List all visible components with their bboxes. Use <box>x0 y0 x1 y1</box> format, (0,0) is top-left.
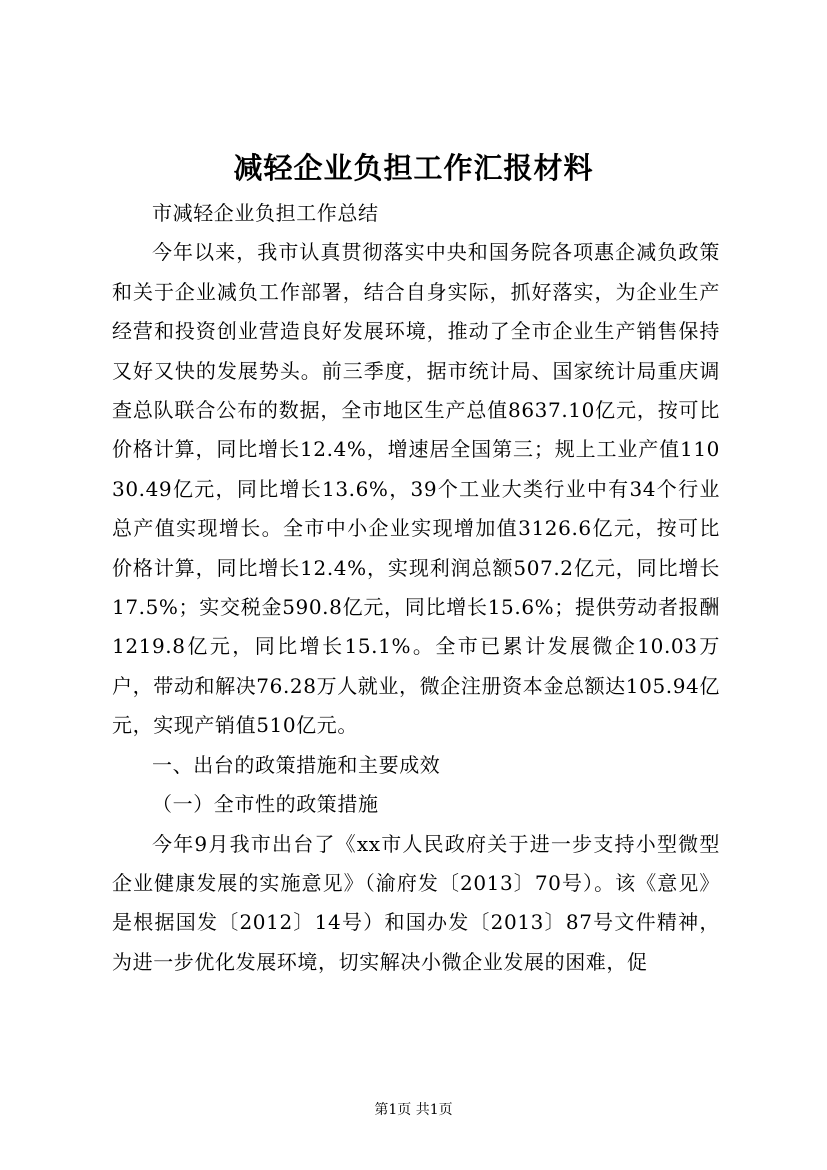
policy-paragraph: 今年9月我市出台了《xx市人民政府关于进一步支持小型微型企业健康发展的实施意见》（渝府发〔2013〕70号）。该《意见》是根据国发〔2012〕14号）和国办发〔2013〕87号文件精神，为进一步优化发展环境，切实解决小微企业发展的困难，促 <box>112 831 720 974</box>
document-title: 减轻企业负担工作汇报材料 <box>233 151 594 185</box>
document-body <box>112 194 720 982</box>
subtitle-paragraph: 市减轻企业负担工作总结 <box>152 201 379 225</box>
page-footer: 第1页 共1页 <box>374 1102 453 1118</box>
subsection-heading: （一）全市性的政策措施 <box>152 792 379 817</box>
section-heading: 一、出台的政策措施和主要成效 <box>152 752 441 777</box>
summary-paragraph: 今年以来，我市认真贯彻落实中央和国务院各项惠企减负政策和关于企业减负工作部署，结合自身实际，抓好落实，为企业生产经营和投资创业营造良好发展环境，推动了全市企业生产销售保持又好又快的发展势头。前三季度，据市统计局、国家统计局重庆调查总队联合公布的数据，全市地区生产总值8637.10亿元，按可比价格计算，同比增长12.4%，增速居全国第三；规上工业产值11030.49亿元，同比增长13.6%，39个工业大类行业中有34个行业总产值实现增长。全市中小企业实现增加值3126.6亿元，按可比价格计算，同比增长12.4%，实现利润总额507.2亿元，同比增长17.5%；实交税金590.8亿元，同比增长15.6%；提供劳动者报酬1219.8亿元，同比增长15.1%。全市已累计发展微企10.03万户，带动和解决76.28万人就业，微企注册资本金总额达105.94亿元，实现产销值510亿元。 <box>112 240 720 738</box>
